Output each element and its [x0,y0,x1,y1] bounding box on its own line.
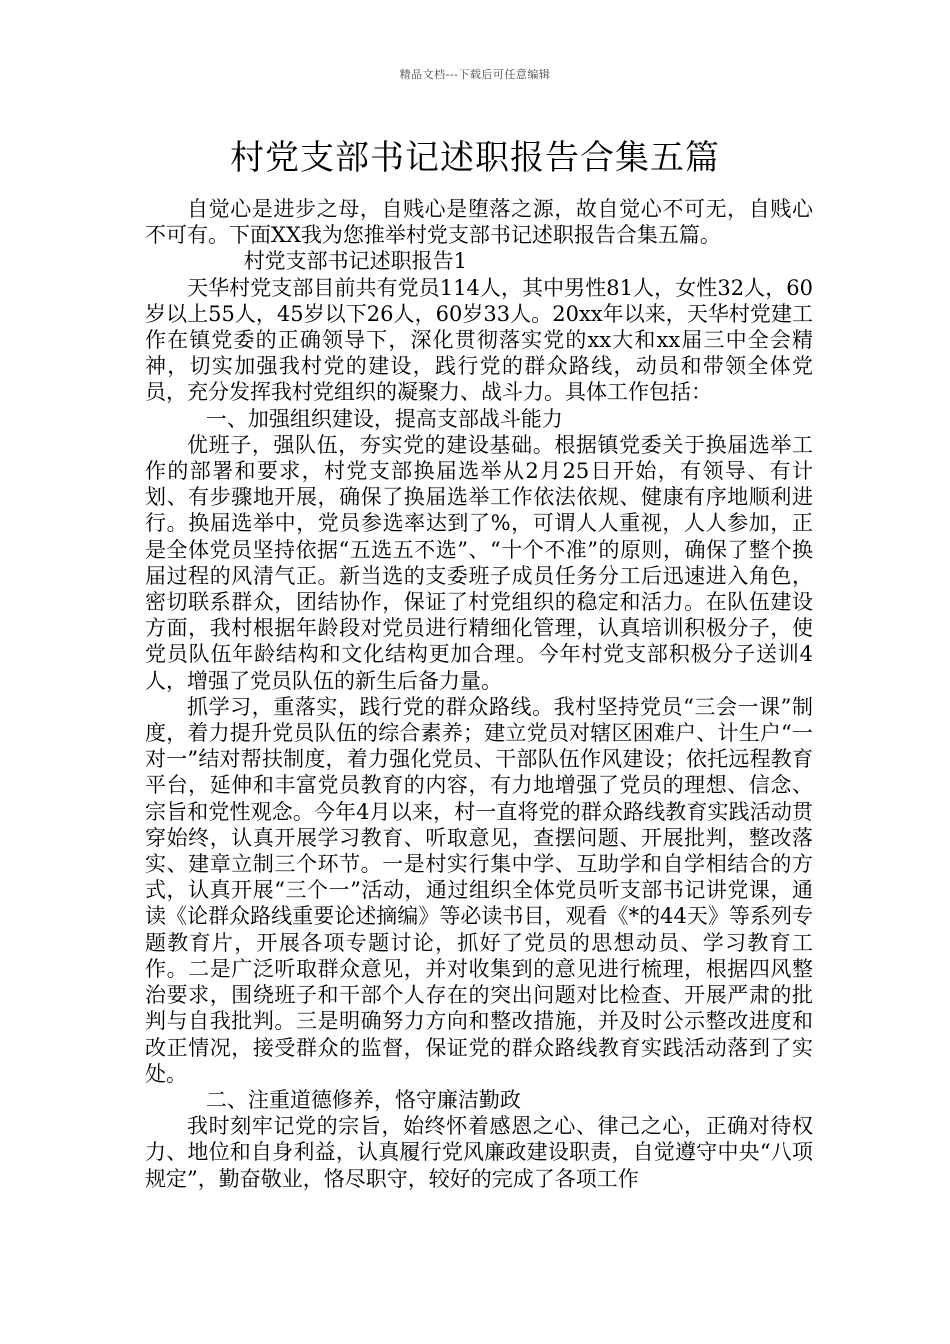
document-body [145,196,813,1192]
body-paragraph: 天华村党支部目前共有党员114人，其中男性81人，女性32人，60岁以上55人，45岁以下26人，60岁33人。20xx年以来，天华村党建工作在镇党委的正确领导下，深化贯彻落实党的xx大和xx届三中全会精神，切实加强我村党的建设，践行党的群众路线，动员和带领全体党员，充分发挥我村党组织的凝聚力、战斗力。具体工作包括： [145,275,813,405]
document-title: 村党支部书记述职报告合集五篇 [230,138,720,178]
section-heading: 二、注重道德修养，恪守廉洁勤政 [205,1087,521,1112]
header-note: 精品文档---下载后可任意编辑 [399,68,551,81]
body-paragraph: 抓学习，重落实，践行党的群众路线。我村坚持党员“三会一课”制度，着力提升党员队伍的综合素养；建立党员对辖区困难户、计生户“一对一”结对帮扶制度，着力强化党员、干部队伍作风建设；依托远程教育平台，延伸和丰富党员教育的内容，有力地增强了党员的理想、信念、宗旨和党性观念。今年4月以来，村一直将党的群众路线教育实践活动贯穿始终，认真开展学习教育、听取意见，查摆问题、开展批判，整改落实、建章立制三个环节。一是村实行集中学、互助学和自学相结合的方式，认真开展“三个一”活动，通过组织全体党员听支部书记讲党课，通读《论群众路线重要论述摘编》等必读书目，观看《*的44天》等系列专题教育片，开展各项专题讨论，抓好了党员的思想动员、学习教育工作。二是广泛听取群众意见，并对收集到的意见进行梳理，根据四风整治要求，围绕班子和干部个人存在的突出问题对比检查、开展严肃的批判与自我批判。三是明确努力方向和整改措施，并及时公示整改进度和改正情况，接受群众的监督，保证党的群众路线教育实践活动落到了实处。 [145,694,813,1086]
body-paragraph: 自觉心是进步之母，自贱心是堕落之源，故自觉心不可无，自贱心不可有。下面XX我为您推举村党支部书记述职报告合集五篇。 [145,197,813,248]
report-subtitle: 村党支部书记述职报告1 [243,249,468,274]
section-heading: 一、加强组织建设，提高支部战斗能力 [205,406,563,431]
body-paragraph: 我时刻牢记党的宗旨，始终怀着感恩之心、律己之心，正确对待权力、地位和自身利益，认真履行党风廉政建设职责，自觉遵守中央“八项规定”，勤奋敬业，恪尽职守，较好的完成了各项工作 [145,1114,813,1191]
body-paragraph: 优班子，强队伍，夯实党的建设基础。根据镇党委关于换届选举工作的部署和要求，村党支部换届选举从2月25日开始，有领导、有计划、有步骤地开展，确保了换届选举工作依法依规、健康有序地顺利进行。换届选举中，党员参选率达到了%，可谓人人重视，人人参加，正是全体党员坚持依据“五选五不选”、“十个不准”的原则，确保了整个换届过程的风清气正。新当选的支委班子成员任务分工后迅速进入角色，密切联系群众，团结协作，保证了村党组织的稳定和活力。在队伍建设方面，我村根据年龄段对党员进行精细化管理，认真培训积极分子，使党员队伍年龄结构和文化结构更加合理。今年村党支部积极分子送训4人，增强了党员队伍的新生后备力量。 [145,432,813,693]
